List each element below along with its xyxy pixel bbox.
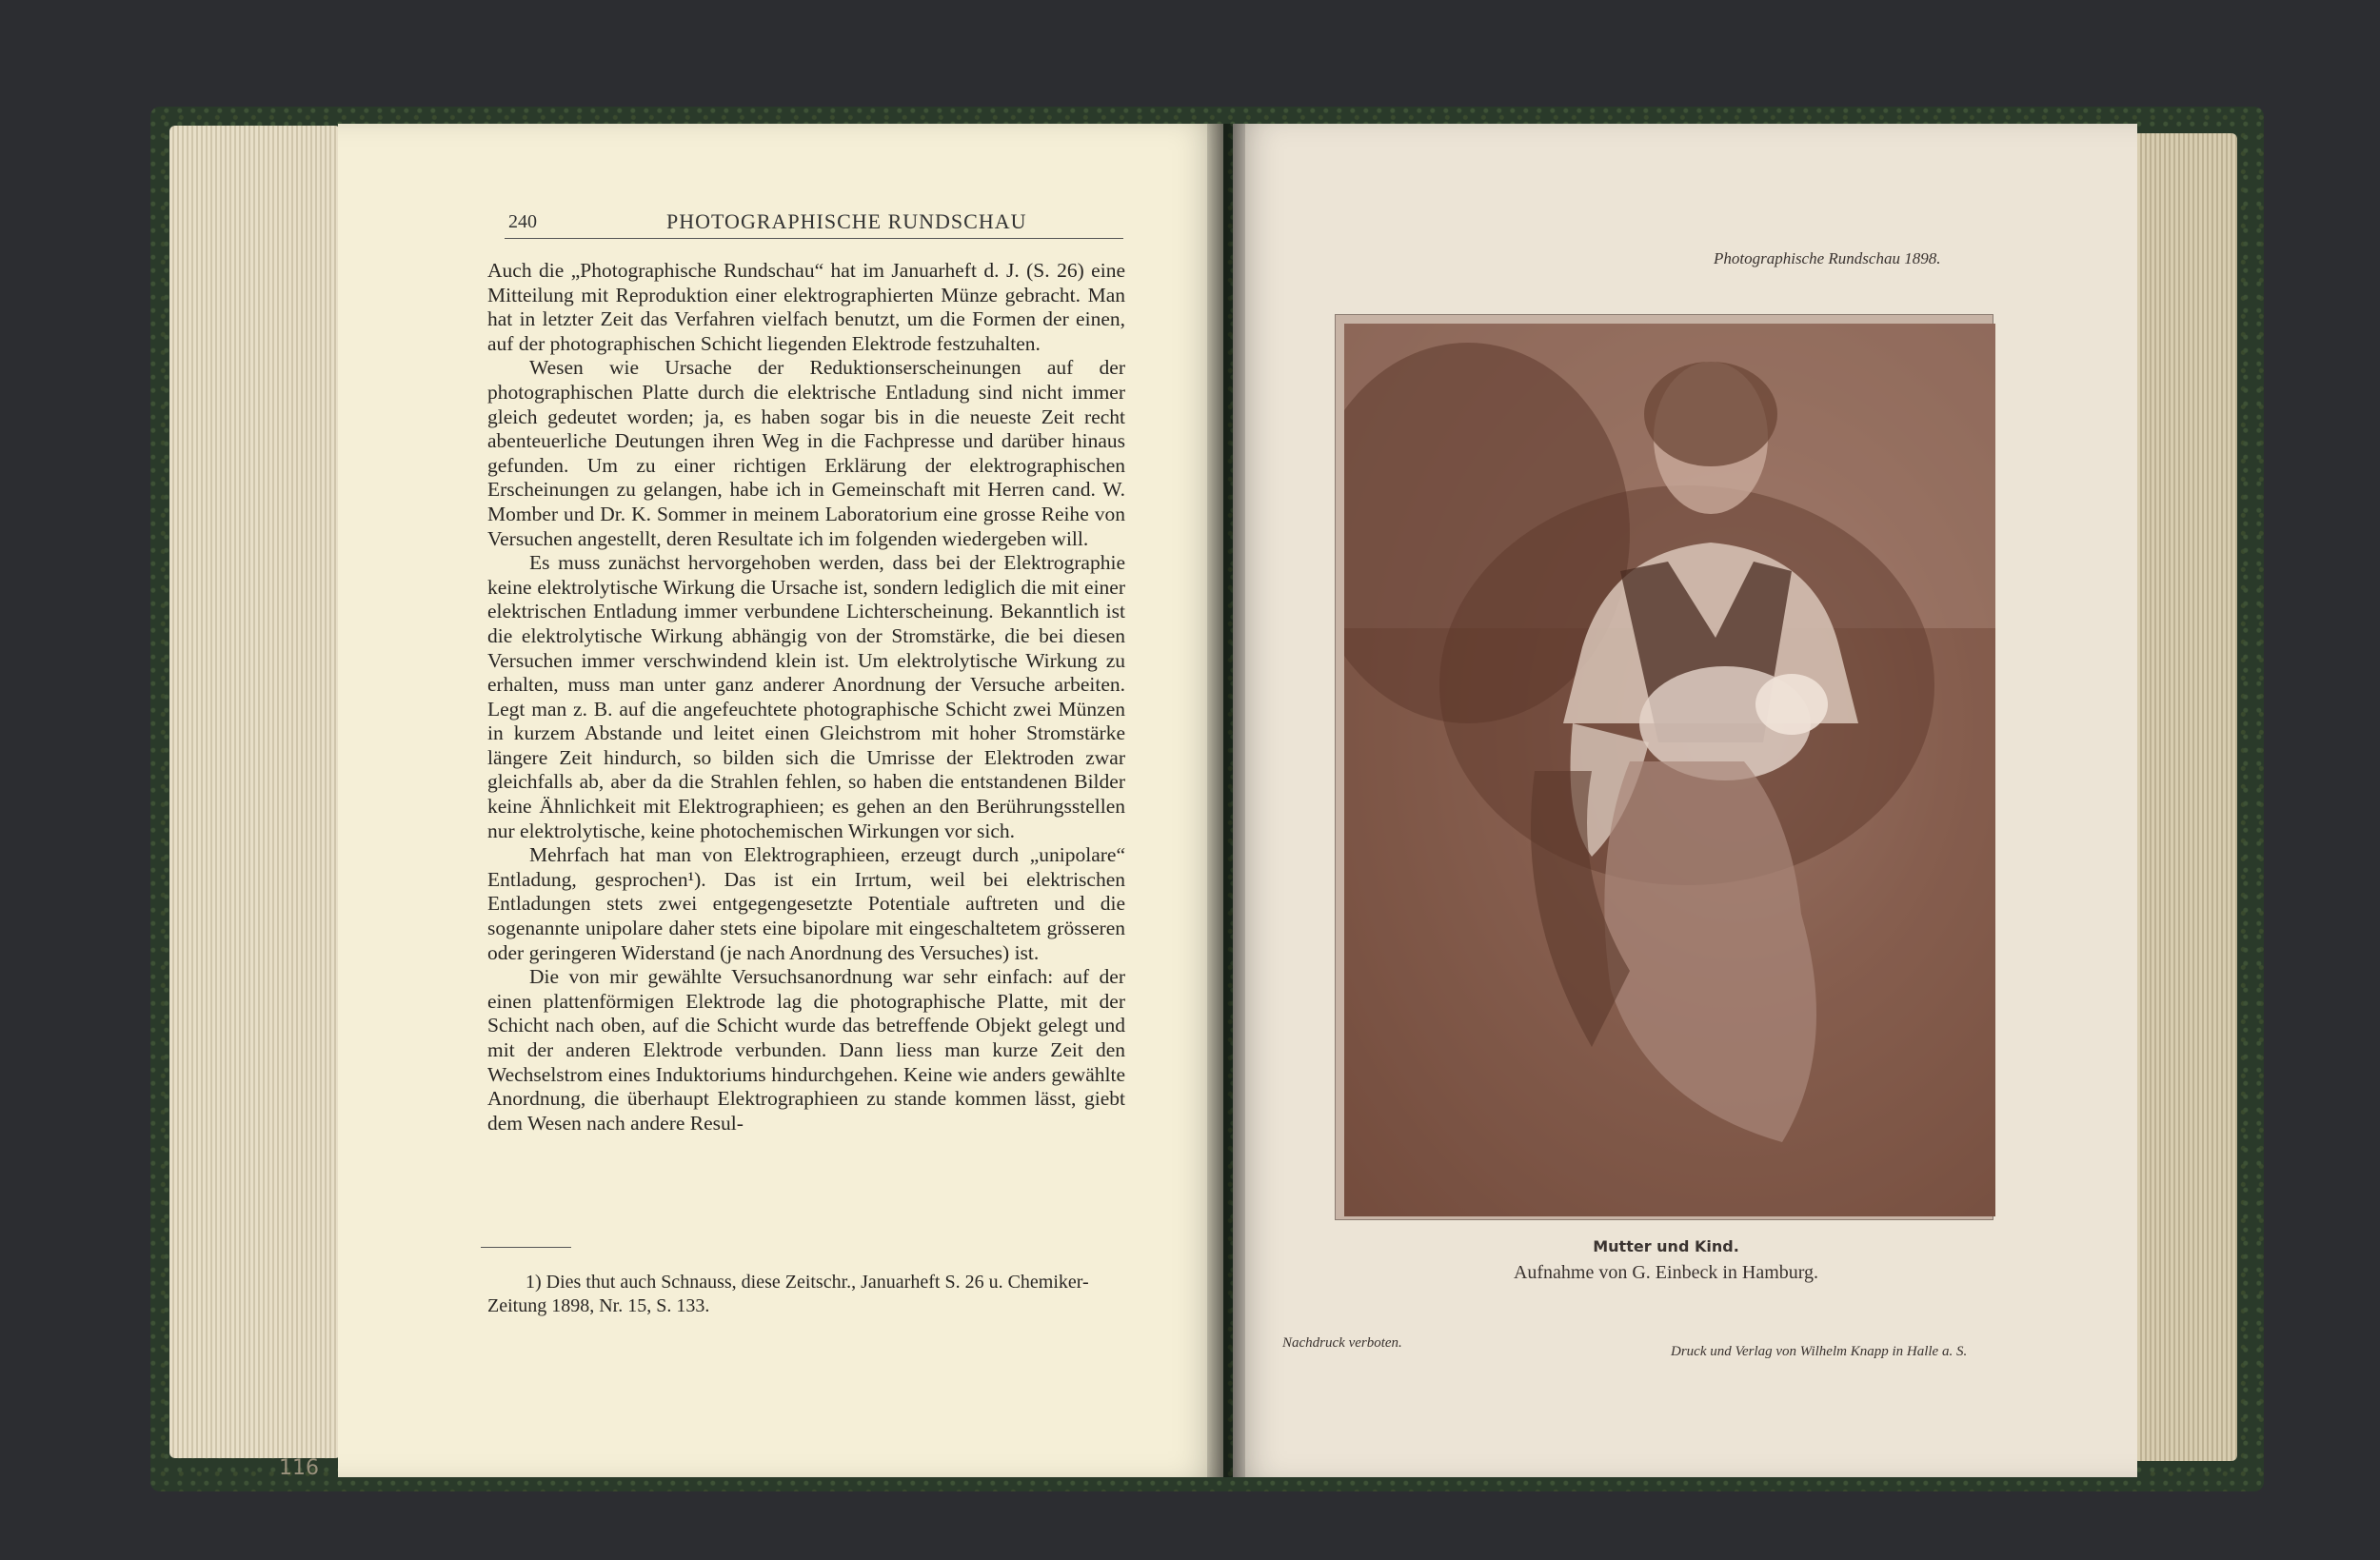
footnote: 1) Dies thut auch Schnauss, diese Zeitschr., Januarheft S. 26 u. Chemiker-Zeitung 1898, Nr. 15, S. 133. <box>487 1272 1089 1316</box>
footnote-rule <box>481 1247 571 1248</box>
journal-title: PHOTOGRAPHISCHE RUNDSCHAU <box>666 209 1027 233</box>
paragraph: Es muss zunächst hervorgehoben werden, dass bei der Elektrographie keine elektrolytische Wirkung die Ursache ist, sondern lediglich die mit einer elektrischen Entladung immer verbundene Lichterscheinung. Bekanntlich ist die elektrolytische Wirkung abhängig von der Stromstärke, die bei diesen Versuchen immer verschwindend klein ist. Um elektrolytische Wirkung zu erhalten, muss man unter ganz anderer Anordnung der Versuche arbeiten. Legt man z. B. auf die angefeuchtete photographische Schicht zwei Münzen in kurzem Abstande und leitet einen Gleichstrom mit hoher Stromstärke längere Zeit hindurch, so bilden sich die Umrisse der Elektroden zwar gleichfalls ab, aber da die Strahlen fehlen, so haben die entstandenen Bilder keine Ähnlichkeit mit Elektrographieen; es gehen an den Berührungsstellen nur elektrolytische, keine photochemischen Wirkungen vor sich. <box>487 551 1125 842</box>
running-head <box>505 209 1123 239</box>
article-body <box>487 259 1125 1135</box>
page-number: 240 <box>508 211 537 232</box>
mother-child-image <box>1344 324 1995 1216</box>
paragraph: Auch die „Photographische Rundschau“ hat im Januarheft d. J. (S. 26) eine Mitteilung mit Reproduktion einer elektrographierten Münze gebracht. Man hat in letzter Zeit das Verfahren vielfach benutzt, um die Formen der einen, auf der photographischen Schicht liegenden Elektrode festzuhalten. <box>487 259 1125 355</box>
right-page-edges <box>2132 133 2237 1461</box>
plate-header: Photographische Rundschau 1898. <box>1714 249 1941 267</box>
left-page-edges <box>169 126 341 1458</box>
caption-title: Mutter und Kind. <box>1593 1237 1739 1255</box>
paragraph: Mehrfach hat man von Elektrographieen, erzeugt durch „unipolare“ Entladung, gesprochen¹). Das ist ein Irrtum, weil bei elektrischen Entladungen stets zwei entgegengesetzte Potentiale auftreten und die sogenannte unipolare daher stets eine bipolare mit eingeschaltetem grösseren oder geringeren Widerstand (je nach Anordnung des Versuches) ist. <box>487 843 1125 964</box>
reprint-notice: Nachdruck verboten. <box>1282 1335 1402 1351</box>
paragraph: Die von mir gewählte Versuchsanordnung war sehr einfach: auf der einen plattenförmigen Elektrode lag die photographische Platte, mit der Schicht nach oben, auf die Schicht wurde das betreffende Objekt gelegt und mit der anderen Elektrode verbunden. Dann liess man kurze Zeit den Wechselstrom eines Induktoriums hindurchgehen. Keine wie anders gewählte Anordnung, die überhaupt Elektrographieen zu stande kommen lässt, giebt dem Wesen nach andere Resul- <box>487 965 1125 1135</box>
book-gutter <box>1207 124 1245 1477</box>
photograph <box>1344 324 1995 1216</box>
paragraph: Wesen wie Ursache der Reduktionserscheinungen auf der photographischen Platte durch die elektrische Entladung sind nicht immer gleich gedeutet worden; ja, es haben sogar bis in die neueste Zeit recht abenteuerliche Deutungen ihren Weg in die Fachpresse und darüber hinaus gefunden. Um zu einer richtigen Erklärung der elektrographischen Erscheinungen zu gelangen, habe ich in Gemeinschaft mit Herren cand. W. Momber und Dr. K. Sommer in meinem Laboratorium eine grosse Reihe von Versuchen angestellt, deren Resultate ich im folgenden wiedergeben will. <box>487 356 1125 550</box>
publisher-line: Druck und Verlag von Wilhelm Knapp in Halle a. S. <box>1671 1344 1968 1359</box>
caption-credit: Aufnahme von G. Einbeck in Hamburg. <box>1513 1262 1819 1283</box>
pencil-annotation: 116 <box>279 1456 319 1480</box>
